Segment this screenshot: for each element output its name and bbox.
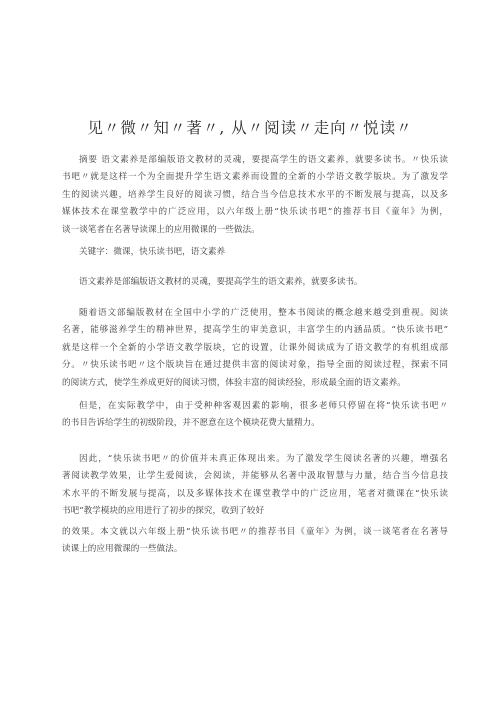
paragraph-line: 的效果。本文就以六年级上册“快乐读书吧〃的推荐书目《童年》为例，谈一谈笔者在名著导 bbox=[62, 527, 448, 537]
paragraph-line: 的书目告诉给学生的初级阶段，并不愿意在这个模块花费大量精力。 bbox=[62, 418, 320, 429]
paragraph-line: 书吧”教学模块的应用进行了初步的探究，收到了较好 bbox=[62, 506, 265, 517]
paragraph-line: 语文素养是部编版语文教材的灵魂，要提高学生的语文素养，就要多读书。 bbox=[79, 277, 363, 287]
keywords-line: 关键字：微课，快乐读书吧，语文素养 bbox=[79, 247, 226, 257]
paragraph-line: 名著，能够滋养学生的精神世界，提高学生的审美意识，丰富学生的内涵品质。“快乐读书吧” bbox=[62, 325, 448, 336]
paragraph-line: 随着语文部编版教材在全国中小学的广泛使用，整本书阅读的概念越来越受到重视。阅读 bbox=[79, 308, 448, 318]
paragraph-line: 读课上的应用微课的一些做法。 bbox=[62, 544, 183, 555]
body-paragraph-4 bbox=[62, 451, 448, 521]
body-paragraph-3 bbox=[62, 398, 448, 433]
abstract-line: 书吧〃就是这样一个为全面提升学生语文素养而设置的全新的小学语文教学版块。为了激发学 bbox=[62, 172, 448, 183]
paragraph-line: 著阅读教学效果，让学生爱阅读，会阅读，并能够从名著中汲取智慧与力量，结合当今信息技 bbox=[62, 471, 448, 482]
abstract-line: 谈一谈笔者在名著导读课上的应用微课的一些做法。 bbox=[62, 224, 260, 235]
body-paragraph-5 bbox=[62, 524, 448, 559]
paragraph-line: 就是这样一个全新的小学语文教学版块，它的设置，让课外阅读成为了语文教学的有机组成部 bbox=[62, 342, 448, 353]
abstract-line: 生的阅读兴趣，培养学生良好的阅读习惯，结合当今信息技术水平的不断发展与提高，以及多 bbox=[62, 189, 448, 200]
body-paragraph-1 bbox=[62, 274, 448, 291]
paragraph-line: 因此，“快乐读书吧〃的价值并未真正体现出来。为了激发学生阅读名著的兴趣，增强名 bbox=[79, 454, 448, 464]
paragraph-line: 分。〃快乐读书吧〃这个版块旨在通过提供丰富的阅读对象，指导全面的阅读过程，探索不同 bbox=[62, 360, 448, 371]
abstract-paragraph bbox=[62, 152, 448, 239]
paragraph-line: 但是，在实际教学中，由于受种种客观因素的影响，很多老师只停留在将“快乐读书吧〃 bbox=[79, 401, 448, 411]
paragraph-line: 的阅读方式，使学生养成更好的阅读习惯，体验丰富的阅读经验，形成最全面的语文素养。 bbox=[62, 377, 406, 388]
document-title: 见〃微〃知〃著〃, 从〃阅读〃走向〃悦读〃 bbox=[87, 119, 413, 137]
abstract-line: 媒体技术在课堂教学中的广泛应用，以六年级上册“快乐读书吧”的推荐书目《童年》为例， bbox=[62, 207, 448, 218]
body-paragraph-2 bbox=[62, 305, 448, 392]
abstract-line: 摘要 语文素养是部编版语文教材的灵魂，要提高学生的语文素养，就要多读书。〃快乐读 bbox=[79, 155, 448, 165]
keywords-paragraph bbox=[62, 244, 448, 261]
paragraph-line: 术水平的不断发展与提高，以及多媒体技术在课堂教学中的广泛应用，笔者对微课在“快乐读 bbox=[62, 488, 448, 499]
